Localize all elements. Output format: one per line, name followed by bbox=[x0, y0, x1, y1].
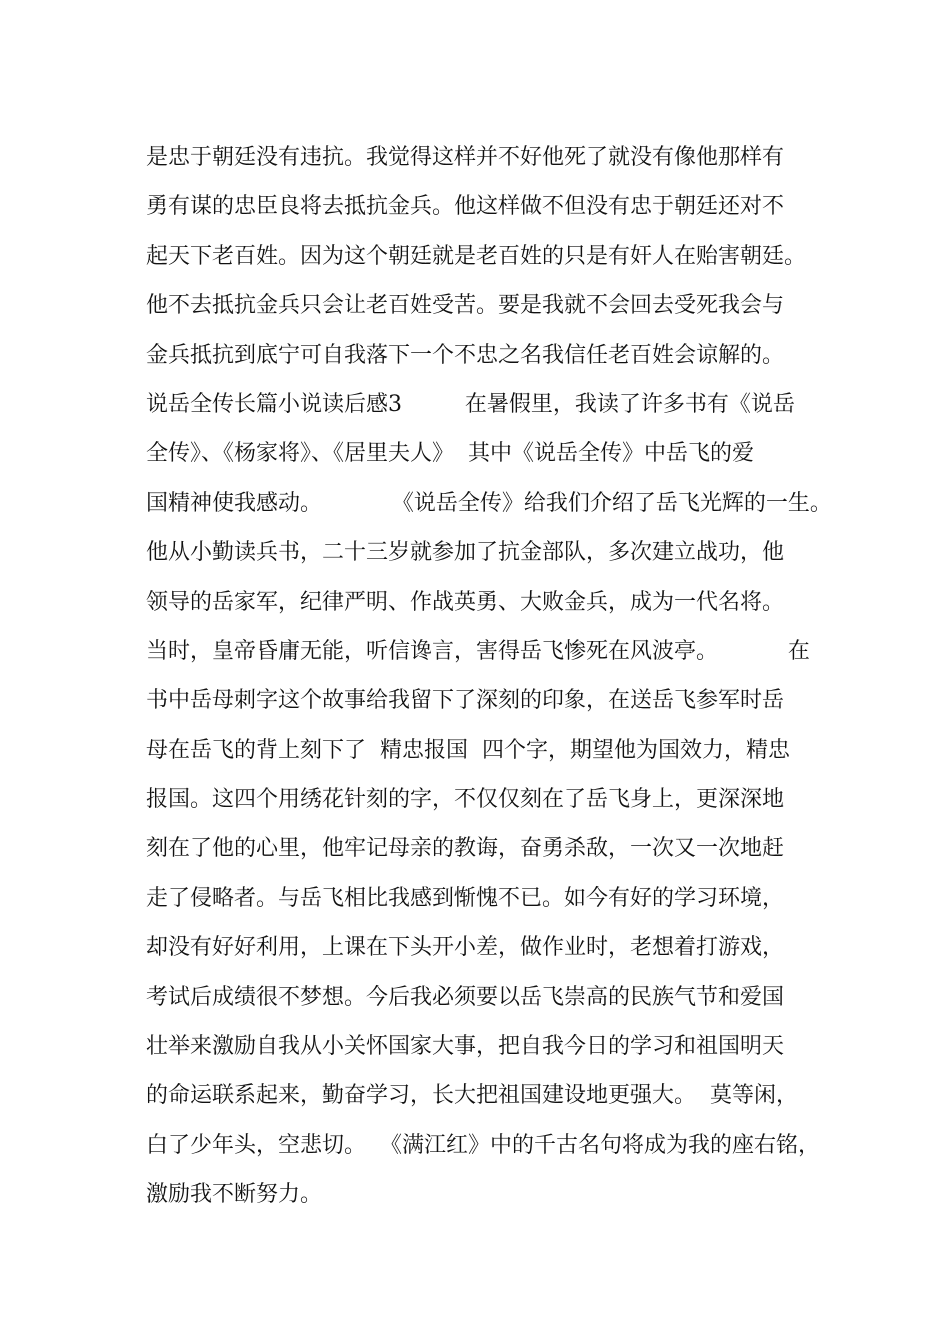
text-line: 白了少年头，空悲切。 《满江红》中的千古名句将成为我的座右铭， bbox=[146, 1132, 820, 1158]
text-line: 报国。这四个用绣花针刻的字，不仅仅刻在了岳飞身上，更深深地 bbox=[146, 787, 785, 813]
text-line: 的命运联系起来，勤奋学习，长大把祖国建设地更强大。 莫等闲， bbox=[146, 1083, 798, 1109]
text-line: 走了侵略者。与岳飞相比我感到惭愧不已。如今有好的学习环境， bbox=[146, 885, 785, 911]
text-line: 是忠于朝廷没有违抗。我觉得这样并不好他死了就没有像他那样有 bbox=[146, 145, 785, 170]
text-line: 金兵抵抗到底宁可自我落下一个不忠之名我信任老百姓会谅解的。 bbox=[146, 342, 785, 368]
text-line: 国精神使我感动。 《说岳全传》给我们介绍了岳飞光辉的一生。 bbox=[146, 490, 832, 516]
text-line: 激励我不断努力。 bbox=[146, 1182, 323, 1208]
text-line: 书中岳母刺字这个故事给我留下了深刻的印象，在送岳飞参军时岳 bbox=[146, 688, 785, 714]
text-line: 说岳全传长篇小说读后感3 在暑假里，我读了许多书有《说岳 bbox=[146, 391, 795, 417]
text-line: 领导的岳家军，纪律严明、作战英勇、大败金兵，成为一代名将。 bbox=[146, 589, 785, 615]
text-line: 全传》、《杨家将》、《居里夫人》 其中《说岳全传》中岳飞的爱 bbox=[146, 441, 754, 467]
text-line: 刻在了他的心里，他牢记母亲的教诲，奋勇杀敌，一次又一次地赶 bbox=[146, 836, 785, 862]
text-line: 当时，皇帝昏庸无能，听信谗言，害得岳飞惨死在风波亭。 在 bbox=[146, 638, 810, 664]
text-line: 起天下老百姓。因为这个朝廷就是老百姓的只是有奸人在贻害朝廷。 bbox=[146, 243, 807, 269]
text-line: 他不去抵抗金兵只会让老百姓受苦。要是我就不会回去受死我会与 bbox=[146, 293, 785, 319]
text-line: 勇有谋的忠臣良将去抵抗金兵。他这样做不但没有忠于朝廷还对不 bbox=[146, 194, 785, 220]
text-line: 他从小勤读兵书，二十三岁就参加了抗金部队，多次建立战功，他 bbox=[146, 540, 785, 566]
text-line: 考试后成绩很不梦想。今后我必须要以岳飞崇高的民族气节和爱国 bbox=[146, 984, 785, 1010]
text-line: 却没有好好利用，上课在下头开小差，做作业时，老想着打游戏， bbox=[146, 935, 785, 961]
text-line: 母在岳飞的背上刻下了 精忠报国 四个字，期望他为国效力，精忠 bbox=[146, 737, 790, 763]
text-line: 壮举来激励自我从小关怀国家大事，把自我今日的学习和祖国明天 bbox=[146, 1034, 785, 1060]
document-body-text bbox=[146, 133, 846, 1220]
